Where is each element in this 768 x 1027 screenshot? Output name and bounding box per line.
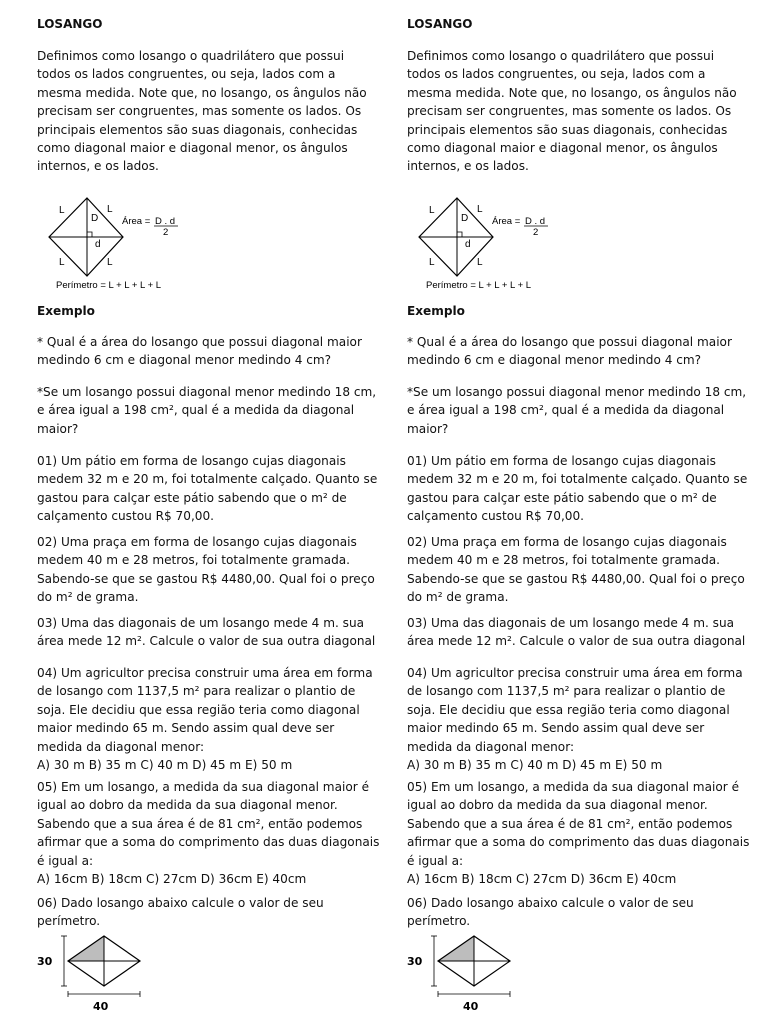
width-label: 40 <box>463 1000 479 1013</box>
intro-line: como diagonal maior e diagonal menor, os ângulos <box>37 141 348 156</box>
text-line: é igual a: <box>37 853 94 868</box>
text-line: medem 40 m e 28 metros, foi totalmente gramada. <box>407 553 721 568</box>
text-line: soja. Ele decidiu que essa região teria como diagonal <box>37 702 360 717</box>
question-01 <box>407 452 748 526</box>
question-04 <box>37 664 373 774</box>
answer-options: A) 30 m B) 35 m C) 40 m D) 45 m E) 50 m <box>407 758 663 773</box>
area-label: Área = <box>492 216 521 227</box>
rhombus-exercise-diagram <box>407 932 557 1022</box>
text-line: medida da diagonal menor: <box>37 739 205 754</box>
question-04 <box>407 664 743 774</box>
intro-line: precisam ser congruentes, mas somente os lados. Os <box>37 104 362 119</box>
text-line: gastou para calçar este pátio sabendo que o m² de <box>407 490 717 505</box>
intro-paragraph <box>37 47 369 176</box>
intro-line: internos, e os lados. <box>407 159 529 174</box>
text-line: 06) Dado losango abaixo calcule o valor de seu <box>407 896 694 910</box>
rhombus-exercise-diagram <box>37 932 187 1022</box>
text-line: *Se um losango possui diagonal menor medindo 18 cm, <box>407 385 747 399</box>
question-05 <box>407 778 750 888</box>
text-line: igual ao dobro da medida da sua diagonal menor. <box>407 798 708 813</box>
side-label: L <box>59 257 65 268</box>
major-diagonal-label: D <box>91 213 99 224</box>
side-label: L <box>429 257 435 268</box>
rhombus-diagram <box>37 195 197 295</box>
text-line: medem 32 m e 20 m, foi totalmente calçado. Quanto se <box>407 472 748 487</box>
text-line: 05) Em um losango, a medida da sua diagonal maior é <box>407 780 740 794</box>
question-05 <box>37 778 380 888</box>
text-line: 01) Um pátio em forma de losango cujas diagonais <box>407 454 716 468</box>
height-label: 30 <box>37 955 53 968</box>
text-line: área mede 12 m². Calcule o valor de sua outra diagonal <box>37 634 376 649</box>
intro-line: mesma medida. Note que, no losango, os ângulos não <box>407 85 737 100</box>
text-line: *Se um losango possui diagonal menor medindo 18 cm, <box>37 385 377 399</box>
text-line: maior medindo 65 m. Sendo assim qual deve ser <box>37 721 335 736</box>
side-label: L <box>477 204 483 215</box>
intro-line: principais elementos são suas diagonais, conhecidas <box>37 122 358 137</box>
text-line: medida da diagonal menor: <box>407 739 575 754</box>
rhombus-diagram <box>407 195 567 295</box>
intro-line: internos, e os lados. <box>37 159 159 174</box>
area-numerator: D . d <box>155 216 176 227</box>
example-2 <box>37 383 377 438</box>
text-line: 04) Um agricultor precisa construir uma área em forma <box>37 666 373 680</box>
text-line: e área igual a 198 cm², qual é a medida da diagonal <box>37 403 355 418</box>
answer-options: A) 16cm B) 18cm C) 27cm D) 36cm E) 40cm <box>37 872 307 887</box>
text-line: soja. Ele decidiu que essa região teria como diagonal <box>407 702 730 717</box>
text-line: igual ao dobro da medida da sua diagonal menor. <box>37 798 338 813</box>
intro-line: mesma medida. Note que, no losango, os ângulos não <box>37 85 367 100</box>
text-line: 03) Uma das diagonais de um losango mede 4 m. sua <box>407 616 735 630</box>
intro-line: Definimos como losango o quadrilátero que possui <box>37 49 345 63</box>
example-heading: Exemplo <box>37 304 95 318</box>
text-line: maior medindo 65 m. Sendo assim qual deve ser <box>407 721 705 736</box>
question-06 <box>407 894 739 931</box>
question-06 <box>37 894 369 931</box>
text-line: 04) Um agricultor precisa construir uma área em forma <box>407 666 743 680</box>
text-line: de losango com 1137,5 m² para realizar o plantio de <box>407 684 726 699</box>
minor-diagonal-label: d <box>95 239 101 250</box>
perimeter-formula: Perímetro = L + L + L + L <box>426 280 532 291</box>
intro-line: precisam ser congruentes, mas somente os lados. Os <box>407 104 732 119</box>
intro-line: todos os lados congruentes, ou seja, lados com a <box>407 67 706 82</box>
height-label: 30 <box>407 955 423 968</box>
text-line: medindo 6 cm e diagonal menor medindo 4 cm? <box>37 353 332 368</box>
side-label: L <box>59 205 65 216</box>
text-line: calçamento custou R$ 70,00. <box>407 509 585 524</box>
intro-line: principais elementos são suas diagonais, conhecidas <box>407 122 728 137</box>
intro-line: como diagonal maior e diagonal menor, os ângulos <box>407 141 718 156</box>
text-line: maior? <box>37 421 79 436</box>
minor-diagonal-label: d <box>465 239 471 250</box>
text-line: 02) Uma praça em forma de losango cujas diagonais <box>37 535 357 549</box>
perimeter-formula: Perímetro = L + L + L + L <box>56 280 162 291</box>
text-line: * Qual é a área do losango que possui diagonal maior <box>407 335 732 349</box>
text-line: 02) Uma praça em forma de losango cujas diagonais <box>407 535 727 549</box>
text-line: gastou para calçar este pátio sabendo que o m² de <box>37 490 347 505</box>
text-line: área mede 12 m². Calcule o valor de sua outra diagonal <box>407 634 746 649</box>
example-1 <box>37 333 369 370</box>
text-line: 06) Dado losango abaixo calcule o valor de seu <box>37 896 324 910</box>
side-label: L <box>107 204 113 215</box>
example-heading: Exemplo <box>407 304 465 318</box>
text-line: 03) Uma das diagonais de um losango mede 4 m. sua <box>37 616 365 630</box>
question-03 <box>407 614 746 651</box>
text-line: maior? <box>407 421 449 436</box>
side-label: L <box>477 257 483 268</box>
example-2 <box>407 383 747 438</box>
text-line: afirmar que a soma do comprimento das duas diagonais <box>407 835 750 850</box>
question-01 <box>37 452 378 526</box>
text-line: Sabendo que a sua área é de 81 cm², então podemos <box>37 816 363 831</box>
question-02 <box>37 533 375 607</box>
intro-paragraph <box>407 47 739 176</box>
text-line: Sabendo que a sua área é de 81 cm², então podemos <box>407 816 733 831</box>
text-line: perímetro. <box>37 914 101 929</box>
text-line: Sabendo-se que se gastou R$ 4480,00. Qual foi o preço <box>407 571 745 586</box>
major-diagonal-label: D <box>461 213 469 224</box>
page-title: LOSANGO <box>37 17 103 31</box>
text-line: calçamento custou R$ 70,00. <box>37 509 215 524</box>
area-denominator: 2 <box>163 227 169 238</box>
text-line: medem 40 m e 28 metros, foi totalmente gramada. <box>37 553 351 568</box>
question-02 <box>407 533 745 607</box>
side-label: L <box>107 257 113 268</box>
text-line: do m² de grama. <box>407 590 509 605</box>
side-label: L <box>429 205 435 216</box>
text-line: Sabendo-se que se gastou R$ 4480,00. Qual foi o preço <box>37 571 375 586</box>
text-line: 05) Em um losango, a medida da sua diagonal maior é <box>37 780 370 794</box>
text-line: medem 32 m e 20 m, foi totalmente calçado. Quanto se <box>37 472 378 487</box>
intro-line: todos os lados congruentes, ou seja, lados com a <box>37 67 336 82</box>
area-label: Área = <box>122 216 151 227</box>
example-1 <box>407 333 739 370</box>
question-03 <box>37 614 376 651</box>
text-line: de losango com 1137,5 m² para realizar o plantio de <box>37 684 356 699</box>
answer-options: A) 16cm B) 18cm C) 27cm D) 36cm E) 40cm <box>407 872 677 887</box>
intro-line: Definimos como losango o quadrilátero que possui <box>407 49 715 63</box>
text-line: é igual a: <box>407 853 464 868</box>
text-line: * Qual é a área do losango que possui diagonal maior <box>37 335 362 349</box>
width-label: 40 <box>93 1000 109 1013</box>
area-denominator: 2 <box>533 227 539 238</box>
text-line: medindo 6 cm e diagonal menor medindo 4 cm? <box>407 353 702 368</box>
text-line: e área igual a 198 cm², qual é a medida da diagonal <box>407 403 725 418</box>
text-line: afirmar que a soma do comprimento das duas diagonais <box>37 835 380 850</box>
page-title: LOSANGO <box>407 17 473 31</box>
area-numerator: D . d <box>525 216 546 227</box>
answer-options: A) 30 m B) 35 m C) 40 m D) 45 m E) 50 m <box>37 758 293 773</box>
text-line: do m² de grama. <box>37 590 139 605</box>
text-line: 01) Um pátio em forma de losango cujas diagonais <box>37 454 346 468</box>
text-line: perímetro. <box>407 914 471 929</box>
